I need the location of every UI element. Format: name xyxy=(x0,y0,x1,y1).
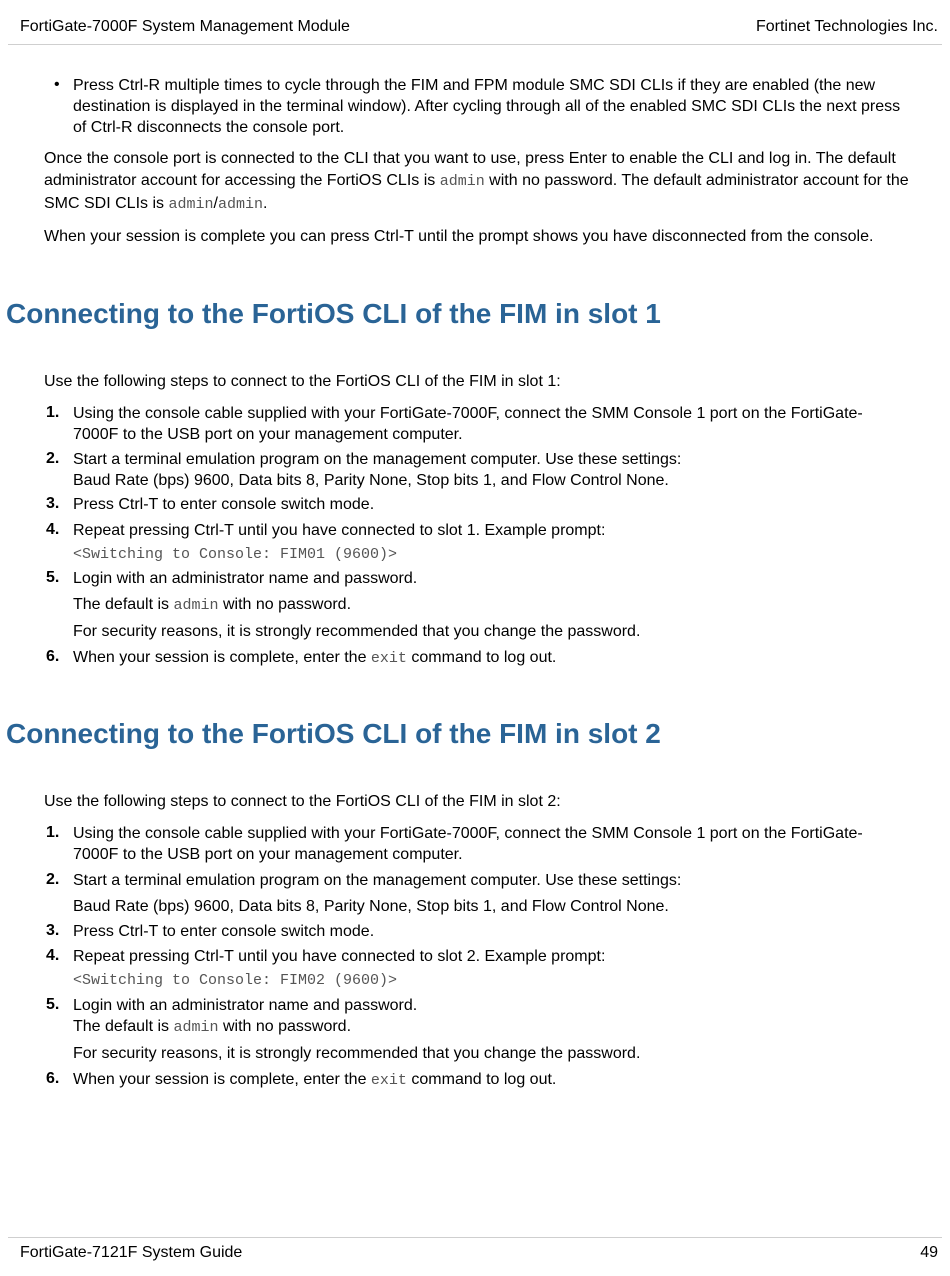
section-2-step-2: Start a terminal emulation program on the management computer. Use these settings: Baud Rate (bps) 9600, Data bits 8, Parity None, Stop bits 1, and Flow Control None. xyxy=(73,872,682,915)
step-number: 6. xyxy=(46,648,60,665)
step-number: 1. xyxy=(46,404,60,421)
page-number: 49 xyxy=(920,1244,938,1261)
code-admin: admin xyxy=(439,173,485,190)
section-2-lead: Use the following steps to connect to the FortiOS CLI of the FIM in slot 2: xyxy=(44,793,561,810)
step-number: 5. xyxy=(46,996,60,1013)
bullet-icon: • xyxy=(54,76,60,93)
intro-paragraph-2: When your session is complete you can press Ctrl-T until the prompt shows you have disconnected from the console. xyxy=(44,228,874,245)
code-admin: admin xyxy=(168,196,214,213)
code-admin: admin xyxy=(173,1019,219,1036)
section-1-step-4: Repeat pressing Ctrl-T until you have connected to slot 1. Example prompt: <Switching to Console: FIM01 (9600)> xyxy=(73,520,893,565)
step-number: 5. xyxy=(46,569,60,586)
code-exit: exit xyxy=(370,650,407,667)
section-2-step-4: Repeat pressing Ctrl-T until you have connected to slot 2. Example prompt: <Switching to Console: FIM02 (9600)> xyxy=(73,946,893,991)
step-number: 3. xyxy=(46,495,60,512)
section-2-step-6: When your session is complete, enter the exit command to log out. xyxy=(73,1071,557,1089)
step-number: 3. xyxy=(46,922,60,939)
page-footer xyxy=(8,1237,942,1276)
section-2-step-5: Login with an administrator name and password. The default is admin with no password. For security reasons, it is strongly recommended that you change the password. xyxy=(73,997,641,1062)
section-1-lead: Use the following steps to connect to the FortiOS CLI of the FIM in slot 1: xyxy=(44,373,561,390)
section-1-heading: Connecting to the FortiOS CLI of the FIM in slot 1 xyxy=(6,298,661,329)
page-header xyxy=(8,0,942,45)
step-number: 2. xyxy=(46,871,60,888)
step-number: 1. xyxy=(46,824,60,841)
code-exit: exit xyxy=(370,1072,407,1089)
code-admin: admin xyxy=(173,597,219,614)
footer-guide-title: FortiGate-7121F System Guide xyxy=(20,1244,243,1261)
code-admin: admin xyxy=(217,196,263,213)
section-1-step-5: Login with an administrator name and password. The default is admin with no password. For security reasons, it is strongly recommended that you change the password. xyxy=(73,570,641,640)
step-number: 4. xyxy=(46,947,60,964)
intro-paragraph-1: Once the console port is connected to the CLI that you want to use, press Enter to enable the CLI and log in. The default administrator account for accessing the FortiOS CLIs is admin with no password. The default administrator account for the SMC SDI CLIs is admin/admin. xyxy=(44,150,909,213)
step-number: 2. xyxy=(46,450,60,467)
section-1-step-3: Press Ctrl-T to enter console switch mode. xyxy=(73,496,375,513)
header-doc-title: FortiGate-7000F System Management Module xyxy=(20,18,350,35)
section-2-step-1: Using the console cable supplied with your FortiGate-7000F, connect the SMM Console 1 port on the FortiGate-7000F to the USB port on your management computer. xyxy=(73,825,863,863)
intro-bullet: Press Ctrl-R multiple times to cycle through the FIM and FPM module SMC SDI CLIs if they are enabled (the new destination is displayed in the terminal window). After cycling through all of the enabled SMC SDI CLIs the next press of Ctrl-R disconnects the console port. xyxy=(73,77,901,136)
step-number: 4. xyxy=(46,521,60,538)
example-prompt: <Switching to Console: FIM01 (9600)> xyxy=(73,546,398,563)
section-1-step-1: Using the console cable supplied with your FortiGate-7000F, connect the SMM Console 1 port on the FortiGate-7000F to the USB port on your management computer. xyxy=(73,405,863,443)
example-prompt: <Switching to Console: FIM02 (9600)> xyxy=(73,972,398,989)
section-1-step-2: Start a terminal emulation program on the management computer. Use these settings: Baud Rate (bps) 9600, Data bits 8, Parity None, Stop bits 1, and Flow Control None. xyxy=(73,451,682,489)
step-number: 6. xyxy=(46,1070,60,1087)
header-company: Fortinet Technologies Inc. xyxy=(755,18,938,35)
section-1-step-6: When your session is complete, enter the exit command to log out. xyxy=(73,649,557,667)
section-2-heading: Connecting to the FortiOS CLI of the FIM in slot 2 xyxy=(6,718,661,749)
section-2-step-3: Press Ctrl-T to enter console switch mode. xyxy=(73,923,375,940)
